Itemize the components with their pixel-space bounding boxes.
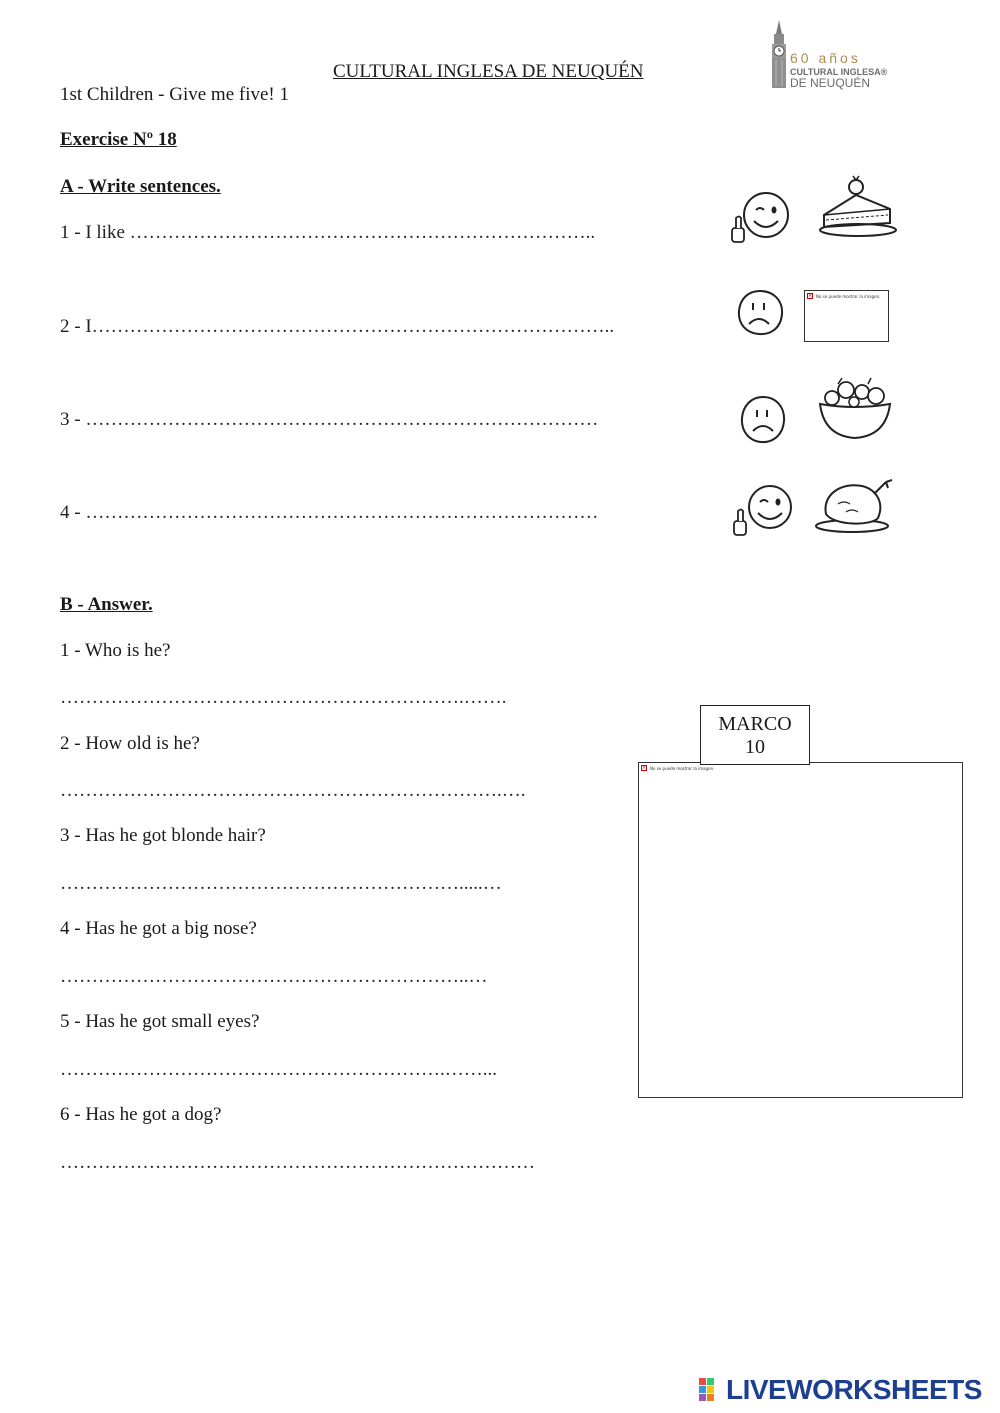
sad-face-icon-2 <box>738 394 788 446</box>
answer-line-4[interactable]: ………………………………………………………..… <box>60 966 488 987</box>
sentence-line-1[interactable]: 1 - I like ……………………………………………………………….. <box>60 222 596 243</box>
answer-line-2[interactable]: …………………………………………………………….…. <box>60 780 526 801</box>
question-1: 1 - Who is he? <box>60 640 171 661</box>
sentence-line-2[interactable]: 2 - I……………………………………………………………………….. <box>60 316 615 337</box>
course-title: 1st Children - Give me five! 1 <box>60 84 290 105</box>
food-image-placeholder <box>804 290 889 342</box>
question-5: 5 - Has he got small eyes? <box>60 1011 260 1032</box>
school-title: CULTURAL INGLESA DE NEUQUÉN <box>333 61 644 82</box>
roast-chicken-icon <box>812 474 898 534</box>
answer-line-6[interactable]: ………………………………………………………………… <box>60 1152 535 1173</box>
logo-years: 60 años <box>790 50 861 66</box>
liveworksheets-logo <box>698 1373 994 1407</box>
sentence-line-4[interactable]: 4 - ……………………………………………………………………… <box>60 502 599 523</box>
question-6: 6 - Has he got a dog? <box>60 1104 222 1125</box>
sad-face-icon <box>734 288 786 338</box>
logo-line1: CULTURAL INGLESA® <box>790 67 888 77</box>
footer-brand-text: LIVEWORKSHEETS <box>726 1374 982 1405</box>
exercise-title: Exercise Nº 18 <box>60 129 177 150</box>
logo-line2: DE NEUQUÉN <box>790 76 871 90</box>
person-photo-placeholder <box>638 762 963 1098</box>
broken-image-icon: × <box>808 293 813 299</box>
salad-icon <box>814 374 896 442</box>
card-age: 10 <box>745 736 765 758</box>
answer-line-1[interactable]: ……………………………………………………….……. <box>60 687 507 708</box>
answer-line-5[interactable]: …………………………………………………….……... <box>60 1059 497 1080</box>
question-2: 2 - How old is he? <box>60 733 200 754</box>
liveworksheets-icon <box>698 1376 722 1404</box>
card-name: MARCO <box>718 713 792 735</box>
school-logo <box>768 20 898 92</box>
answer-line-3[interactable]: ……………………………………………………….....… <box>60 873 502 894</box>
sentence-line-3[interactable]: 3 - ……………………………………………………………………… <box>60 409 599 430</box>
section-b-title: B - Answer. <box>60 594 153 615</box>
thumbs-up-wink-face-icon <box>726 188 796 248</box>
question-4: 4 - Has he got a big nose? <box>60 918 257 939</box>
question-3: 3 - Has he got blonde hair? <box>60 825 266 846</box>
thumbs-up-wink-face-icon-2 <box>728 481 798 541</box>
broken-image-text-2: No se puede mostrar la imagen. <box>650 765 715 771</box>
cake-icon <box>816 175 898 240</box>
clock-tower-icon <box>768 20 790 90</box>
broken-image-text: No se puede mostrar la imagen. <box>816 293 881 299</box>
name-card <box>700 705 810 765</box>
broken-image-icon-2: × <box>642 765 647 771</box>
section-a-title: A - Write sentences. <box>60 176 221 197</box>
